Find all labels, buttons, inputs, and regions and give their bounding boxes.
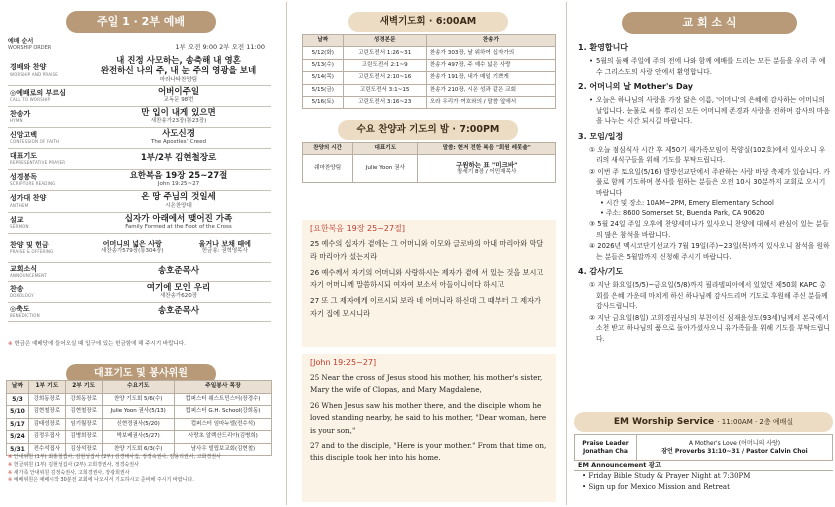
offering-cells: [86, 240, 271, 256]
order-label-ko: 찬송: [10, 284, 24, 293]
order-label-ko: 성가대 찬양: [10, 194, 47, 203]
scripture-ref-ko: [요한복음 19장 25~27절]: [310, 224, 405, 233]
verse-ko: 25 예수의 십자가 곁에는 그 어머니와 이모와 글로바의 아내 마리아와 막달라 마리아가 섰는지라: [310, 239, 544, 261]
order-content: [86, 302, 271, 321]
order-sub: 마라나타찬양팀: [159, 76, 198, 83]
table-row: [8, 55, 271, 85]
dawn-cell: 고린도전서 1:26~31: [343, 47, 426, 59]
dawn-cell: 찬송가 191장, 내가 매일 기쁘게: [426, 72, 555, 84]
duty-cell: 신현정권사(5/20): [102, 418, 174, 431]
order-sub: 시온찬양대: [165, 202, 192, 209]
note-mark-icon: ※: [8, 477, 14, 484]
note-mark-icon: ※: [8, 341, 13, 347]
dawn-cell: 고린도전서 2:1~9: [343, 59, 426, 71]
order-label-ko: ◎축도: [10, 304, 30, 313]
column-header: 날짜: [303, 35, 344, 47]
duty-note-text: 예배위원은 예배시작 30분전 교회에 나오셔서 기도하시고 준비해 주시기 바랍니다.: [13, 477, 194, 484]
news-paragraph: ② 이번 주 토요일(5/16) 발방선교단에서 주관하는 사랑 바당 축제가 있습니다. 카풀로 함께 기도하며 봉사를 원하는 분들은 오전 10시 30분까지 교회로 오시기 바랍니다: [589, 167, 830, 197]
dawn-cell: 찬송가 497장, 주 예수 넓은 사랑: [426, 59, 555, 71]
table-row: [8, 106, 271, 127]
duty-notes: [8, 454, 221, 485]
order-label-ko: 경배와 찬양: [10, 62, 47, 71]
offering-song: 어머니의 넓은 사랑: [102, 239, 162, 248]
order-label-en: CALL TO WORSHIP: [10, 97, 51, 103]
order-label-en: HYMN: [10, 118, 23, 124]
worship-title: 주일 1 · 2부 예배: [66, 11, 216, 33]
duty-note: [8, 477, 221, 485]
order-label-en: PRAISE & OFFERING: [10, 249, 54, 255]
column-divider: [286, 2, 287, 505]
table-row: [8, 85, 271, 106]
duty-cell: 임기월장로: [65, 418, 102, 431]
table-row: [7, 393, 272, 406]
table-row: [303, 84, 556, 96]
order-content: [86, 262, 271, 281]
praise-prayer: Julie Yoon 권사: [353, 155, 418, 183]
order-content: [86, 233, 271, 262]
praise-night-table: [302, 142, 556, 183]
order-content: [86, 127, 271, 148]
dawn-cell: 고린도전서 2:10~16: [343, 72, 426, 84]
table-row: [303, 47, 556, 59]
duty-cell: 김정우집사: [29, 431, 66, 444]
order-label-ko: 설교: [10, 215, 24, 224]
em-announcements: [574, 461, 833, 493]
order-content: [86, 281, 271, 302]
duty-cell: Julie Yoon 권사(5/13): [102, 406, 174, 419]
order-label-ko: ◎예배로의 부르심: [10, 88, 66, 97]
scripture-section: [302, 220, 556, 502]
order-label-en: ANNOUNCEMENT: [10, 273, 47, 279]
news-paragraph: • 오늘은 하나님의 사랑을 가장 닮은 이름, '어머니'의 은혜에 감사하는 어머니의 날입니다. 눈물로 씨를 뿌리신 모든 어머니께 존경과 사랑을 전하며 감사의 마음을 나누는 시간 되시길 바랍니다.: [589, 96, 830, 126]
dawn-cell: 찬송가 303장, 날 위하여 십자가의: [426, 47, 555, 59]
bullet-icon: •: [589, 57, 594, 65]
duty-cell: 김현철장로: [65, 406, 102, 419]
news-subitem: • 시간 및 장소: 10AM~2PM, Emery Elementary School: [600, 199, 774, 208]
news-paragraph: ③ 5월 24일 주일 오후에 찬양세미나가 있사오니 찬양에 대해서 관심이 있는 분들의 많은 참석을 바랍니다.: [589, 220, 829, 239]
order-main: 1부/2부 김현철장로: [140, 153, 217, 164]
column-header: 날짜: [7, 381, 29, 394]
order-label-ko: 성경봉독: [10, 172, 38, 181]
duty-cell: 강희동장로: [65, 393, 102, 406]
em-announcement-item: • Sign up for Mexico Mission and Retreat: [582, 482, 730, 491]
order-sub: 새찬송가23장(통23장): [150, 118, 207, 125]
duty-cell: 박보배권사(5/27): [102, 431, 174, 444]
order-label-en: DOXOLOGY: [10, 293, 34, 299]
verse-en: 27 and to the disciple, "Here is your mother." From that time on, this disciple took her into his home.: [310, 440, 547, 463]
table-row: [7, 431, 272, 444]
order-main: 여기에 모인 우리: [146, 282, 211, 293]
duty-cell: 전수석집사: [29, 443, 66, 456]
dawn-prayer-table: [302, 34, 556, 109]
order-label-en: REPRESENTATIVE PRAYER: [10, 160, 66, 166]
table-row: [7, 406, 272, 419]
duty-cell: 사랑초 알렉산드리아(김병희): [174, 431, 271, 444]
order-main-2: 완전하신 나의 주, 내 눈 주의 영광을 보네: [100, 66, 257, 77]
duty-cell: 컵퍼스터 임마누엘(전수석): [174, 418, 271, 431]
order-label: [8, 127, 86, 148]
order-sub: The Apostles' Creed: [151, 139, 206, 146]
dawn-cell: 5/13(수): [303, 59, 344, 71]
news-subitem: • 주소: 8600 Somerset St, Buenda Park, CA 90620: [600, 209, 765, 218]
order-content: [86, 106, 271, 127]
duty-cell: 강희동장로: [29, 393, 66, 406]
duty-date: 5/24: [7, 431, 29, 444]
order-label-en: CONFESSION OF FAITH: [10, 139, 60, 145]
offering-note: ※ 헌금은 예배당에 들어오실 때 입구에 있는 헌금함에 해 주시기 바랍니다.: [8, 341, 186, 347]
column-header: 성경본문: [343, 35, 426, 47]
offering-song-leader: 헌금송: 권혁영목사: [201, 248, 248, 255]
order-label-ko: 신앙고백: [10, 130, 38, 139]
news-paragraph: ① 지난 화요일(5/5)~금요일(5/8)까지 필라델피아에서 있었던 제50회 KAPC 총회를 은혜 가운데 마치게 하신 하나님께 감사드리며 기도로 후원해 주신 분들께 감사드립니다.: [589, 281, 828, 311]
dawn-cell: 5/12(화): [303, 47, 344, 59]
duty-cell: 김현철장로: [29, 406, 66, 419]
duty-cell: 찬양 기도회 5/6(수): [102, 393, 174, 406]
verse-ko: 27 또 그 제자에게 이르시되 보라 네 어머니라 하신대 그 때부터 그 제자가 자기 집에 모시니라: [310, 296, 541, 319]
column-header: 수요기도: [102, 381, 174, 394]
em-service-title: EM Worship Service · 11:00AM · 2층 예배실: [574, 412, 833, 432]
table-row: [303, 72, 556, 84]
column-divider: [566, 2, 567, 505]
order-main: 십자가 아래에서 맺어진 가족: [124, 213, 233, 224]
order-label-ko: 찬송가: [10, 109, 31, 118]
duty-cell: 남사우 빌립보교회(김현철): [174, 443, 271, 456]
duty-title: 대표기도 및 봉사위원: [66, 364, 216, 384]
duty-note: [8, 454, 221, 462]
order-label: [8, 233, 86, 262]
column-header: 주일봉사 목장: [174, 381, 271, 394]
news-paragraph: ① 오늘 점심식사 시간 후 제50기 새가족모임이 목양실(102호)에서 있사오니 우리의 새식구들을 위해 기도를 부탁드립니다.: [589, 145, 826, 165]
duty-cell: 컵퍼스터 G.H. School(강희동): [174, 406, 271, 419]
order-main: 사도신경: [162, 128, 195, 139]
scripture-ref-en: [John 19:25~27]: [310, 358, 377, 367]
order-label-ko: 예배 순서: [8, 38, 34, 45]
column-header: 대표기도: [353, 143, 418, 155]
order-label-en: BENEDICTION: [10, 313, 40, 319]
table-row: [303, 59, 556, 71]
table-row: [303, 155, 556, 183]
column-header: 1부 기도: [29, 381, 66, 394]
order-label-ko: 대표기도: [10, 151, 38, 160]
offering-song-title: 울거나 보채 때에: [198, 239, 251, 248]
dawn-cell: 고린도전서 3:1~15: [343, 84, 426, 96]
order-label: [8, 55, 86, 85]
order-main: 송호준목사: [157, 306, 200, 317]
column-header: 찬양의 시간: [303, 143, 353, 155]
column-header: 찬송가: [426, 35, 555, 47]
note-mark-icon: ※: [8, 469, 14, 476]
em-announcement-label: EM Announcement 광고: [574, 461, 833, 471]
table-row: [8, 169, 271, 190]
order-header: [8, 38, 51, 51]
order-content: [86, 190, 271, 212]
news-heading: 1. 환영합니다: [578, 43, 629, 52]
order-label: [8, 262, 86, 281]
duty-cell: 김상석장로: [65, 443, 102, 456]
dawn-cell: 5/16(토): [303, 96, 344, 108]
table-row: [8, 127, 271, 148]
em-service-table: [574, 434, 833, 461]
table-row: [8, 262, 271, 281]
bullet-icon: •: [589, 96, 594, 105]
offering-hymn: [86, 240, 179, 256]
duty-note: [8, 462, 221, 470]
order-sub: 교독문 98번: [163, 97, 194, 104]
verse-en: 25 Near the cross of Jesus stood his mother, his mother's sister, Mary the wife of Clopas, and Mary Magdalene,: [310, 373, 543, 395]
order-label: [8, 106, 86, 127]
order-label: [8, 190, 86, 212]
news-body: [578, 38, 831, 345]
column-header: 말씀: 현저 전한 복음 "회원 레못솔": [418, 143, 556, 155]
table-row: [8, 233, 271, 262]
praise-team: 쉐마찬양팀: [303, 155, 353, 183]
order-content: [86, 148, 271, 169]
order-content: [86, 55, 271, 85]
order-label: [8, 85, 86, 106]
dawn-cell: 5/14(목): [303, 72, 344, 84]
worship-order-table: [8, 55, 271, 322]
news-paragraph: ④ 2026년 멕시코단기선교가 7월 19일(주)~23일(목)까지 있사오니 참석을 원하는 분들은 5월말까지 신청해 주시기 바랍니다.: [589, 242, 830, 261]
order-main: 내 진정 사모하는, 송축해 내 영혼: [116, 55, 241, 66]
em-content: A Mother's Love (어머니의 사랑) 잠언 Proverbs 31:10~31 / Pastor Calvin Choi: [637, 435, 833, 461]
duty-date: 5/10: [7, 406, 29, 419]
table-row: [575, 435, 833, 461]
service-time: 1부 오전 9:00 2부 오전 11:00: [175, 43, 265, 51]
table-row: [8, 190, 271, 212]
table-row: [8, 148, 271, 169]
news-paragraph: • 5월의 둘째 주일에 주의 전에 나와 함께 예배를 드리는 모든 분들을 우리 주 예수 그리스도의 사랑 안에서 환영합니다.: [589, 57, 826, 76]
prayer-column: [298, 0, 560, 507]
note-mark-icon: ※: [8, 461, 14, 468]
table-row: [303, 96, 556, 108]
order-main: 요한복음 19장 25~27절: [129, 170, 228, 181]
table-row: [7, 418, 272, 431]
order-sub: John 19:25~27: [157, 181, 200, 188]
order-main: 만 입이 내게 있으면: [141, 107, 216, 118]
duty-cell: 찬양 기도회 6/3(수): [102, 443, 174, 456]
dawn-cell: 찬송가 210장, 시온 성과 같은 교회: [426, 84, 555, 96]
praise-night-title: 수요 찬양과 기도의 밤 · 7:00PM: [338, 120, 518, 140]
news-heading: 3. 모임/일정: [578, 131, 624, 141]
order-main: 어버이주일: [157, 86, 200, 97]
duty-date: 5/17: [7, 418, 29, 431]
news-heading: 2. 어머니의 날 Mother's Day: [578, 82, 693, 92]
order-label-en: WORSHIP AND PRAISE: [10, 71, 58, 77]
order-label-en: WORSHIP ORDER: [8, 45, 52, 52]
order-label-en: ANTHEM: [10, 202, 29, 208]
offering-hymn-no: 새찬송가579장(통304장): [101, 248, 164, 255]
order-label-en: SCRIPTURE READING: [10, 181, 56, 187]
duty-note-text: 헌금위원 (1부) 김현성집사 (2부) 고희경권사, 정경숙권사: [13, 461, 139, 468]
news-title: 교 회 소 식: [622, 12, 797, 34]
order-content: [86, 169, 271, 190]
dawn-cell: 5/15(금): [303, 84, 344, 96]
order-label: [8, 169, 86, 190]
praise-message: 구원하는 표 "미크바" 창세기 8장 / 이민재목사: [418, 155, 556, 183]
duty-cell: 김태성장로: [29, 418, 66, 431]
duty-cell: 김병희장로: [65, 431, 102, 444]
news-heading: 4. 감사/기도: [578, 267, 624, 277]
order-label-ko: 교회소식: [10, 264, 38, 273]
news-column: [572, 0, 835, 507]
verse-en: 26 When Jesus saw his mother there, and the disciple whom he loved standing nearby, he said to his mother, "Dear woman, here is your son,": [310, 400, 547, 435]
table-row: [8, 302, 271, 321]
note-mark-icon: ※: [8, 454, 14, 460]
order-content: [86, 212, 271, 233]
duty-note-text: 새가족 안내위원 김정숙권사, 고희경권사, 장광희권사: [13, 469, 130, 476]
scripture-english: [302, 354, 556, 502]
table-row: [8, 212, 271, 233]
table-row: [8, 281, 271, 302]
order-label-en: SERMON: [10, 224, 29, 230]
verse-ko: 26 예수께서 자기의 어머니와 사랑하시는 제자가 곁에 서 있는 것을 보시고 자기 어머니께 말씀하시되 여자여 보소서 아들이니이다 하시고: [310, 267, 544, 290]
duty-date: 5/3: [7, 393, 29, 406]
dawn-prayer-title: 새벽기도회 · 6:00AM: [348, 12, 508, 32]
order-content: [86, 85, 271, 106]
order-main: 송호준목사: [157, 266, 200, 277]
order-label-ko: 찬양 및 헌금: [10, 240, 49, 249]
order-sub: Family Formed at the Foot of the Cross: [125, 224, 232, 231]
order-label: [8, 302, 86, 321]
offering-song2: [179, 240, 272, 256]
duty-table: [6, 380, 272, 456]
duty-date: 5/31: [7, 443, 29, 456]
news-paragraph: ② 지난 금요일(8일) 고희경권사님의 부친이신 심재윤성도(93세)님께서 본국에서 소천 받고 하나님의 품으로 돌아가셨사오니 유가족들을 위해 기도를 부탁드립니다.: [589, 313, 830, 343]
order-main: 온 땅 주님의 것일세: [141, 192, 216, 203]
dawn-cell: 오라 우리가 여호와의 / 말씀 앞에서: [426, 96, 555, 108]
worship-column: [0, 0, 275, 507]
scripture-korean: [302, 220, 556, 347]
column-header: 2부 기도: [65, 381, 102, 394]
order-sub: 새찬송가620장: [159, 293, 198, 300]
em-announcement-item: • Friday Bible Study & Prayer Night at 7:30PM: [582, 472, 751, 480]
duty-note-text: 안내위원 (1부) 최홍철집사, 김현성집사 (2부) 김경태사집, 정경숙권사, 김용리권사, 고화경권사: [13, 454, 221, 460]
order-label: [8, 212, 86, 233]
order-label: [8, 281, 86, 302]
dawn-cell: 고린도전서 3:16~23: [343, 96, 426, 108]
order-label: [8, 148, 86, 169]
duty-cell: 컵퍼스터 웨스트민스터(장경수): [174, 393, 271, 406]
em-leader: Praise Leader Jonathan Cha: [575, 435, 637, 461]
